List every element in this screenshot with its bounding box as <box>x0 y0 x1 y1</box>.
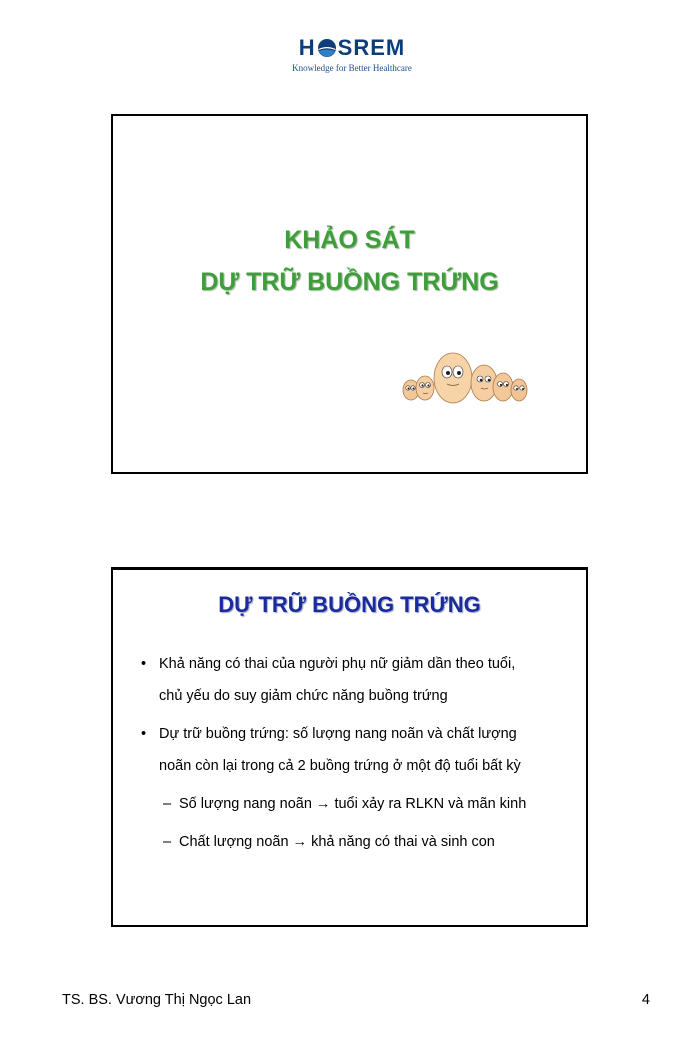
bullet-marker: • <box>141 726 147 742</box>
logo-letters-srem: SREM <box>337 35 406 60</box>
slide1-title-line2: DỰ TRỮ BUỒNG TRỨNG <box>200 268 499 296</box>
hosrem-logo <box>282 36 422 82</box>
page-number: 4 <box>641 992 650 1008</box>
bullet-item <box>141 718 581 782</box>
slide1-title-line1: KHẢO SÁT <box>284 226 415 254</box>
egg-family-icon <box>401 348 529 408</box>
logo-letter-h: H <box>298 35 316 60</box>
slide-title-frame <box>111 114 588 474</box>
footer-author: TS. BS. Vương Thị Ngọc Lan <box>62 992 252 1008</box>
sub-bullet-text: Số lượng nang noãn → tuổi xảy ra RLKN và mãn kinh <box>179 796 527 812</box>
slide-content-frame <box>111 567 588 927</box>
bullet-line: noãn còn lại trong cả 2 buồng trứng ở một độ tuổi bất kỳ <box>159 758 521 774</box>
bullet-marker: • <box>141 656 147 672</box>
logo-tagline: Knowledge for Better Healthcare <box>292 63 412 73</box>
bullet-line: chủ yếu do suy giảm chức năng buồng trứng <box>159 688 448 704</box>
slide2-title: DỰ TRỮ BUỒNG TRỨNG <box>218 592 481 617</box>
sub-bullet-item <box>141 826 581 858</box>
globe-icon <box>317 38 337 58</box>
logo-wordmark <box>282 36 422 60</box>
bullet-line: Dự trữ buồng trứng: số lượng nang noãn và chất lượng <box>159 726 517 742</box>
slide1-title <box>113 219 586 303</box>
sub-bullet-marker: – <box>163 796 172 812</box>
sub-bullet-item <box>141 788 581 820</box>
bullet-list <box>141 648 581 858</box>
sub-bullet-text: Chất lượng noãn → khả năng có thai và sinh con <box>179 834 495 850</box>
bullet-line: Khả năng có thai của người phụ nữ giảm dần theo tuổi, <box>159 656 516 672</box>
sub-bullet-marker: – <box>163 834 172 850</box>
bullet-item <box>141 648 581 712</box>
